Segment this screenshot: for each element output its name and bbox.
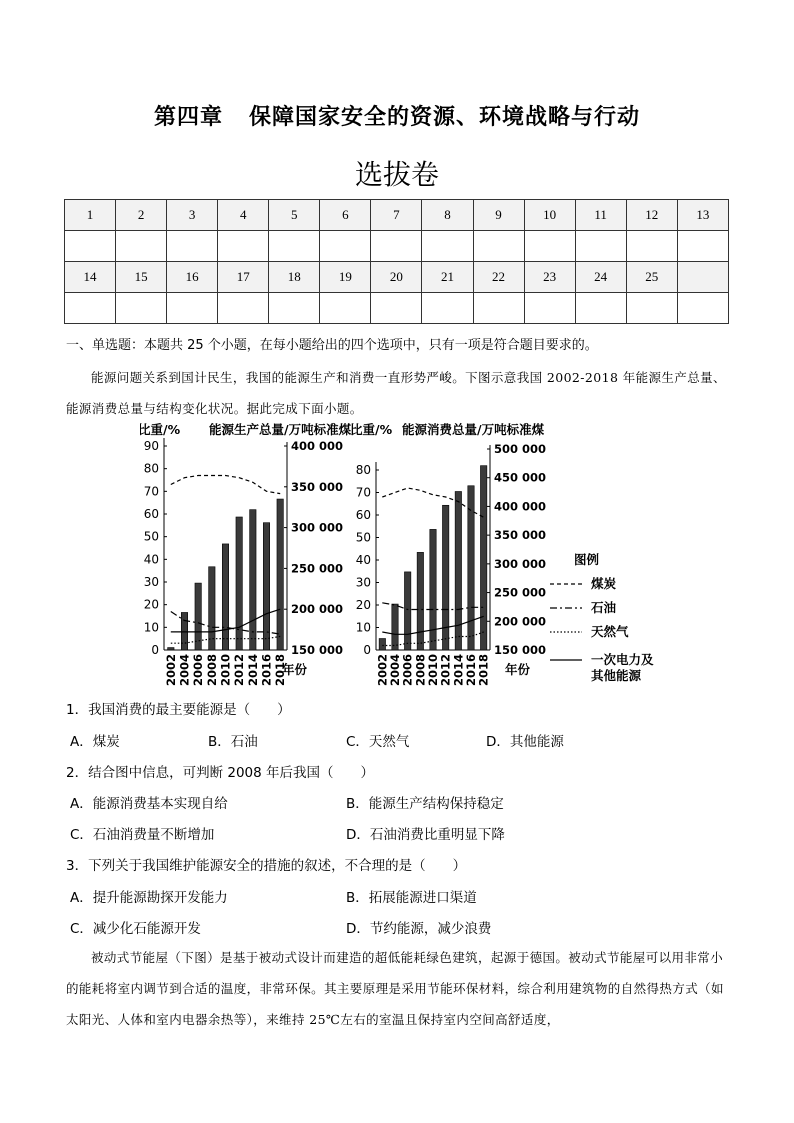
data-bar xyxy=(222,544,228,650)
grid-number-cell: 15 xyxy=(116,262,167,293)
q3-option-b[interactable]: B．拓展能源进口渠道 xyxy=(346,890,477,906)
answer-cell[interactable] xyxy=(218,293,269,324)
right-tick-label: 400 000 xyxy=(494,499,547,514)
data-bar xyxy=(236,517,242,650)
left-tick-label: 60 xyxy=(143,507,159,521)
right-tick-label: 200 000 xyxy=(291,602,344,617)
answer-cell[interactable] xyxy=(167,293,218,324)
answer-grid-number-row xyxy=(65,262,729,293)
right-tick-label: 150 000 xyxy=(494,643,547,657)
answer-cell[interactable] xyxy=(473,293,524,324)
x-tick-label: 2006 xyxy=(400,654,415,687)
x-tick-label: 2006 xyxy=(191,654,206,687)
right-tick-label: 350 000 xyxy=(291,479,344,494)
x-axis-title: 年份 xyxy=(282,662,308,677)
q2-option-d[interactable]: D．石油消费比重明显下降 xyxy=(346,827,505,843)
data-bar xyxy=(417,552,423,650)
answer-cell[interactable] xyxy=(218,231,269,262)
answer-cell[interactable] xyxy=(473,231,524,262)
left-tick-label: 90 xyxy=(143,439,159,453)
x-tick-label: 2016 xyxy=(259,654,274,687)
answer-cell[interactable] xyxy=(371,231,422,262)
data-bar xyxy=(379,639,385,650)
grid-number-cell: 22 xyxy=(473,262,524,293)
grid-number-cell: 21 xyxy=(422,262,473,293)
left-tick-label: 0 xyxy=(151,643,159,657)
grid-number-cell: 6 xyxy=(320,200,371,231)
left-tick-label: 10 xyxy=(143,620,159,635)
x-tick-label: 2018 xyxy=(476,654,491,687)
answer-cell[interactable] xyxy=(626,231,677,262)
left-tick-label: 20 xyxy=(143,597,159,612)
grid-number-cell: 4 xyxy=(218,200,269,231)
q2-option-c[interactable]: C．石油消费量不断增加 xyxy=(70,827,215,843)
grid-number-cell: 25 xyxy=(626,262,677,293)
answer-cell[interactable] xyxy=(575,293,626,324)
grid-number-cell: 18 xyxy=(269,262,320,293)
data-bar xyxy=(430,529,436,650)
chapter-title: 保障国家安全的资源、环境战略与行动 xyxy=(249,105,641,130)
q1-option-a[interactable]: A．煤炭 xyxy=(70,734,120,750)
x-tick-label: 2010 xyxy=(218,654,233,687)
grid-number-cell: 7 xyxy=(371,200,422,231)
energy-charts-figure xyxy=(140,420,700,690)
grid-number-cell: 24 xyxy=(575,262,626,293)
grid-number-cell: 9 xyxy=(473,200,524,231)
legend-label: 石油 xyxy=(591,600,617,615)
right-tick-label: 250 000 xyxy=(291,561,344,576)
data-bar xyxy=(404,572,410,650)
grid-number-cell: 20 xyxy=(371,262,422,293)
answer-cell[interactable] xyxy=(677,293,728,324)
answer-cell[interactable] xyxy=(677,231,728,262)
q1-option-c[interactable]: C．天然气 xyxy=(346,734,410,750)
data-bar xyxy=(263,523,269,650)
x-tick-label: 2004 xyxy=(388,654,402,687)
data-bar xyxy=(209,567,215,650)
legend-title: 图例 xyxy=(574,552,600,567)
x-tick-label: 2014 xyxy=(245,654,260,687)
left-tick-label: 70 xyxy=(355,485,371,500)
grid-number-cell: 16 xyxy=(167,262,218,293)
x-tick-label: 2004 xyxy=(177,654,192,687)
answer-cell[interactable] xyxy=(167,231,218,262)
right-tick-label: 500 000 xyxy=(494,442,547,456)
answer-cell[interactable] xyxy=(524,231,575,262)
grid-number-cell: 11 xyxy=(575,200,626,231)
grid-number-cell xyxy=(677,262,728,293)
question-2-stem: 2．结合图中信息，可判断 2008 年后我国（ ） xyxy=(66,765,375,781)
right-axis-title: 能源生产总量/万吨标准煤 xyxy=(209,422,352,437)
q1-option-d[interactable]: D．其他能源 xyxy=(486,734,564,750)
right-tick-label: 350 000 xyxy=(494,528,547,543)
x-tick-label: 2012 xyxy=(438,654,453,687)
page-title xyxy=(0,100,794,131)
section-heading: 一、单选题：本题共 25 个小题，在每小题给出的四个选项中，只有一项是符合题目要求的。 xyxy=(66,338,598,353)
q3-option-c[interactable]: C．减少化石能源开发 xyxy=(70,921,201,937)
data-bar xyxy=(277,499,283,650)
x-tick-label: 2012 xyxy=(232,654,247,687)
grid-number-cell: 2 xyxy=(116,200,167,231)
left-tick-label: 30 xyxy=(143,575,159,589)
data-bar xyxy=(250,510,256,650)
left-tick-label: 70 xyxy=(143,484,159,499)
right-tick-label: 150 000 xyxy=(291,643,344,657)
left-tick-label: 60 xyxy=(355,508,371,522)
data-bar xyxy=(195,583,201,650)
answer-cell[interactable] xyxy=(269,231,320,262)
left-tick-label: 50 xyxy=(355,530,371,545)
data-bar xyxy=(468,486,474,650)
left-tick-label: 30 xyxy=(355,575,371,590)
data-bar xyxy=(168,648,174,650)
grid-number-cell: 8 xyxy=(422,200,473,231)
answer-cell[interactable] xyxy=(626,293,677,324)
grid-number-cell: 23 xyxy=(524,262,575,293)
answer-cell[interactable] xyxy=(65,293,116,324)
right-axis-title: 能源消费总量/万吨标准煤 xyxy=(402,422,545,437)
q3-option-d[interactable]: D．节约能源，减少浪费 xyxy=(346,921,492,937)
answer-cell[interactable] xyxy=(320,231,371,262)
question-1-stem: 1．我国消费的最主要能源是（ ） xyxy=(66,702,291,718)
legend-label: 一次电力及 xyxy=(591,652,654,667)
data-bar xyxy=(181,612,187,650)
grid-number-cell: 10 xyxy=(524,200,575,231)
answer-grid-number-row xyxy=(65,200,729,231)
question-3-stem: 3．下列关于我国维护能源安全的措施的叙述，不合理的是（ ） xyxy=(66,858,467,874)
x-axis-title: 年份 xyxy=(505,662,531,677)
series-line-dashed xyxy=(171,476,280,494)
left-tick-label: 40 xyxy=(143,552,159,567)
passage-energy: 能源问题关系到国计民生，我国的能源生产和消费一直形势严峻。下图示意我国 2002-2018 年能源生产总量、能源消费总量与结构变化状况。据此完成下面小题。 xyxy=(66,370,726,416)
answer-cell[interactable] xyxy=(269,293,320,324)
left-tick-label: 20 xyxy=(355,598,371,612)
left-tick-label: 80 xyxy=(355,463,371,477)
q1-option-b[interactable]: B．石油 xyxy=(208,734,258,750)
left-tick-label: 10 xyxy=(355,620,371,635)
left-tick-label: 0 xyxy=(363,643,371,657)
answer-grid-blank-row xyxy=(65,293,729,324)
grid-number-cell: 1 xyxy=(65,200,116,231)
legend-label: 天然气 xyxy=(591,624,629,639)
grid-number-cell: 5 xyxy=(269,200,320,231)
right-tick-label: 450 000 xyxy=(494,470,547,485)
answer-cell[interactable] xyxy=(116,293,167,324)
x-tick-label: 2016 xyxy=(464,654,478,687)
x-tick-label: 2008 xyxy=(413,654,428,687)
legend-label: 煤炭 xyxy=(591,576,617,591)
energy-charts-svg xyxy=(140,420,700,690)
answer-cell[interactable] xyxy=(422,293,473,324)
legend-label-cont: 其他能源 xyxy=(591,668,642,683)
data-bar xyxy=(480,466,486,650)
left-tick-label: 50 xyxy=(143,529,159,544)
answer-cell[interactable] xyxy=(524,293,575,324)
x-tick-label: 2008 xyxy=(204,654,219,687)
answer-cell[interactable] xyxy=(116,231,167,262)
right-tick-label: 250 000 xyxy=(494,585,547,600)
answer-grid xyxy=(64,199,729,324)
grid-number-cell: 3 xyxy=(167,200,218,231)
grid-number-cell: 17 xyxy=(218,262,269,293)
x-tick-label: 2014 xyxy=(451,654,466,687)
answer-cell[interactable] xyxy=(65,231,116,262)
right-tick-label: 300 000 xyxy=(291,520,344,535)
grid-number-cell: 13 xyxy=(677,200,728,231)
q2-option-b[interactable]: B．能源生产结构保持稳定 xyxy=(346,796,504,812)
data-bar xyxy=(392,604,398,650)
answer-grid-blank-row xyxy=(65,231,729,262)
right-tick-label: 200 000 xyxy=(494,614,547,629)
grid-number-cell: 19 xyxy=(320,262,371,293)
grid-number-cell: 12 xyxy=(626,200,677,231)
q2-option-a[interactable]: A．能源消费基本实现自给 xyxy=(70,796,228,812)
x-tick-label: 2002 xyxy=(375,654,390,687)
left-tick-label: 40 xyxy=(355,553,371,567)
left-tick-label: 80 xyxy=(143,461,159,476)
q3-option-a[interactable]: A．提升能源勘探开发能力 xyxy=(70,890,228,906)
chapter-label: 第四章 xyxy=(153,105,223,130)
passage-passive-house: 被动式节能屋（下图）是基于被动式设计而建造的超低能耗绿色建筑，起源于德国。被动式节能屋可以用非常小的能耗将室内调节到合适的温度，非常环保。其主要原理是采用节能环保材料，综合利用建筑物的自然得热方式（如太阳光、人体和室内电器余热等），来维持 25℃左右的室温且保持室内空间高舒适度， xyxy=(66,950,724,1027)
right-tick-label: 300 000 xyxy=(494,556,547,571)
x-tick-label: 2002 xyxy=(163,654,178,687)
answer-cell[interactable] xyxy=(422,231,473,262)
right-tick-label: 400 000 xyxy=(291,439,344,453)
left-axis-title: 比重/% xyxy=(350,422,393,437)
x-tick-label: 2018 xyxy=(273,654,288,687)
x-tick-label: 2010 xyxy=(426,654,440,687)
grid-number-cell: 14 xyxy=(65,262,116,293)
exam-subtitle: 选拔卷 xyxy=(354,158,439,191)
answer-cell[interactable] xyxy=(575,231,626,262)
left-axis-title: 比重/% xyxy=(140,422,181,437)
answer-cell[interactable] xyxy=(320,293,371,324)
answer-cell[interactable] xyxy=(371,293,422,324)
